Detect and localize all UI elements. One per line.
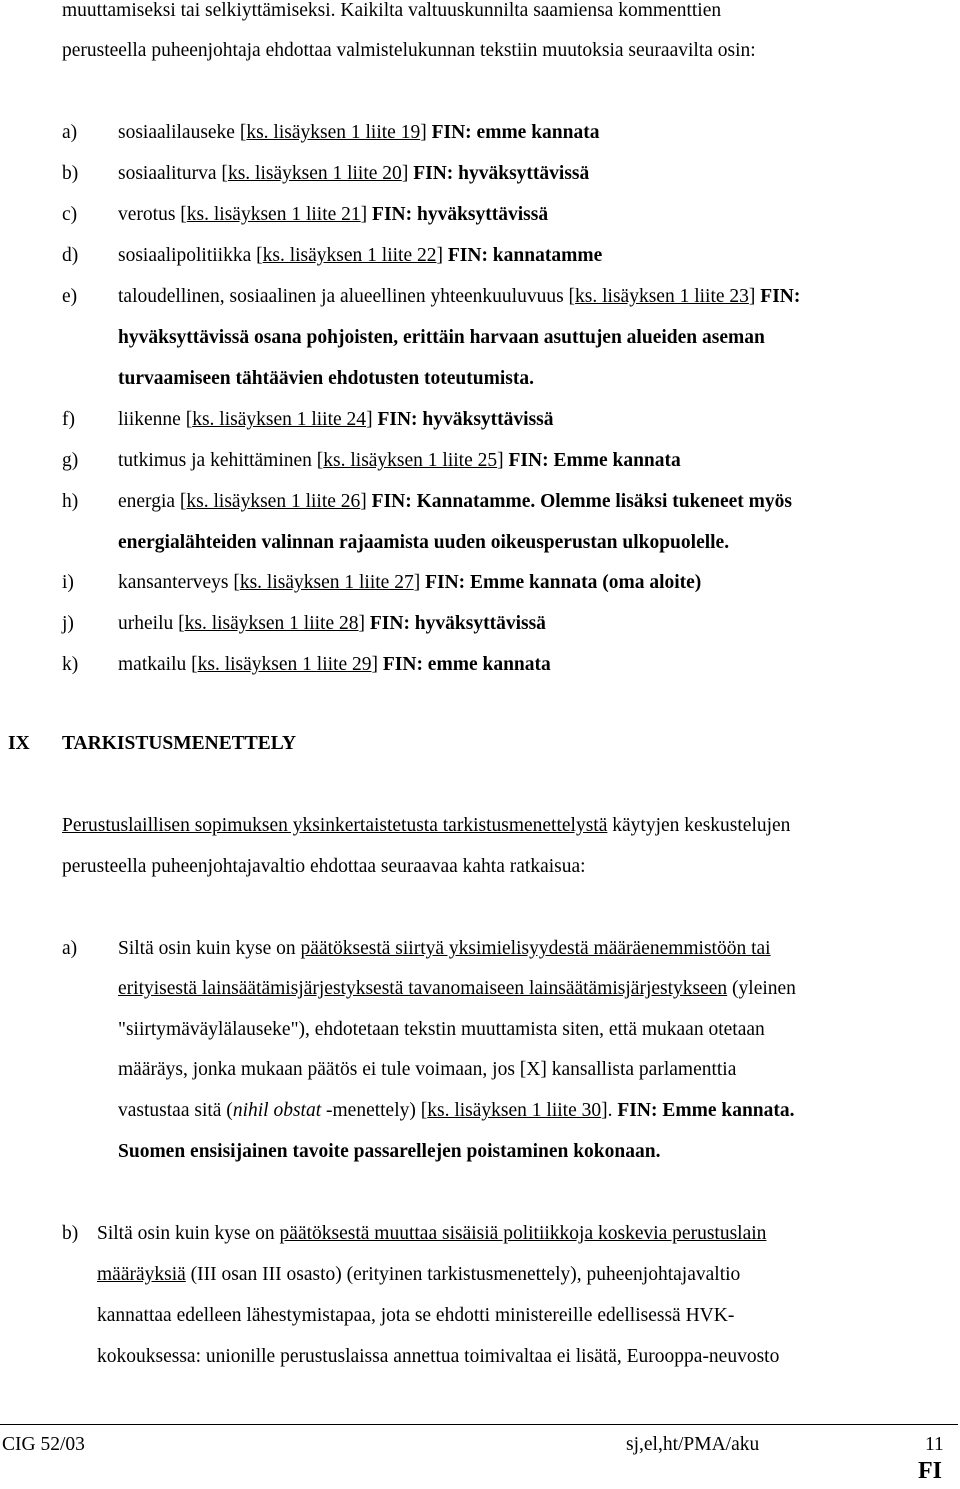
footer-doc-ref: CIG 52/03: [2, 1434, 85, 1455]
item-reference: ks. lisäyksen 1 liite 25: [323, 450, 498, 471]
option-a-line-6: Suomen ensisijainen tavoite passarellejen poistaminen kokonaan.: [118, 1141, 661, 1162]
item-fin-position: FIN: hyväksyttävissä: [377, 409, 554, 430]
item-fin-position: turvaamiseen tähtäävien ehdotusten toteutumista.: [118, 368, 534, 389]
item-reference: ks. lisäyksen 1 liite 28: [184, 613, 359, 634]
footer-language: FI: [918, 1458, 942, 1484]
item-label: e): [62, 286, 78, 307]
option-b-line-2: [97, 1264, 740, 1286]
item-bracket: ]: [401, 163, 414, 184]
item-label: g): [62, 450, 79, 471]
item-fin-position: FIN: hyväksyttävissä: [369, 613, 546, 634]
item-reference: ks. lisäyksen 1 liite 29: [197, 654, 372, 675]
option-b-underlined-2: määräyksiä: [97, 1264, 186, 1285]
item-fin-position: FIN: Kannatamme. Olemme lisäksi tukeneet myös: [371, 491, 792, 512]
item-line: [118, 572, 701, 594]
option-a-line-3: "siirtymäväylälauseke"), ehdotetaan tekstin muuttamista siten, että mukaan otetaan: [118, 1019, 765, 1040]
item-fin-position: FIN: Emme kannata: [508, 450, 681, 471]
item-topic: sosiaalilauseke [: [118, 122, 247, 143]
section-title: TARKISTUSMENETTELY: [62, 733, 297, 754]
item-line: [118, 368, 534, 390]
item-topic: urheilu [: [118, 613, 185, 634]
item-topic: tutkimus ja kehittäminen [: [118, 450, 324, 471]
option-a-italic: nihil obstat: [232, 1100, 322, 1121]
option-a-underlined: päätöksestä siirtyä yksimielisyydestä määräenemmistöön tai: [300, 938, 771, 959]
item-label: f): [62, 409, 75, 430]
option-a-reference: ks. lisäyksen 1 liite 30: [427, 1100, 602, 1121]
item-reference: ks. lisäyksen 1 liite 19: [246, 122, 421, 143]
item-fin-position: FIN: Emme kannata (oma aloite): [425, 572, 702, 593]
paragraph-line-2: perusteella puheenjohtajavaltio ehdottaa seuraavaa kahta ratkaisua:: [62, 856, 586, 877]
item-bracket: ]: [360, 204, 373, 225]
footer-initials: sj,el,ht/PMA/aku: [626, 1434, 760, 1455]
item-line: [118, 613, 546, 635]
item-fin-position: FIN: kannatamme: [447, 245, 603, 266]
item-line: [118, 654, 551, 676]
item-label: a): [62, 122, 78, 143]
paragraph-line-1: [62, 815, 790, 837]
paragraph-rest: käytyjen keskustelujen: [607, 815, 791, 836]
option-a-text-5b: -menettely) [: [321, 1100, 428, 1121]
item-reference: ks. lisäyksen 1 liite 26: [186, 491, 361, 512]
item-line: [118, 245, 602, 267]
item-bracket: ]: [436, 245, 448, 266]
item-label: c): [62, 204, 78, 225]
item-reference: ks. lisäyksen 1 liite 23: [575, 286, 749, 307]
item-line: [118, 204, 548, 226]
item-topic: verotus [: [118, 204, 187, 225]
option-a-text: Siltä osin kuin kyse on: [118, 938, 301, 959]
option-b-text-2: (III osan III osasto) (erityinen tarkistusmenettely), puheenjohtajavaltio: [185, 1264, 741, 1285]
intro-line-2: perusteella puheenjohtaja ehdottaa valmistelukunnan tekstiin muutoksia seuraavilta osin:: [62, 40, 756, 61]
item-fin-position: energialähteiden valinnan rajaamista uuden oikeusperustan ulkopuolelle.: [118, 532, 730, 553]
item-label: b): [62, 163, 79, 184]
item-line: [118, 409, 554, 431]
item-topic: taloudellinen, sosiaalinen ja alueellinen yhteenkuuluvuus [: [118, 286, 576, 307]
item-bracket: ]: [371, 654, 383, 675]
option-b-label: b): [62, 1223, 79, 1244]
item-line: [118, 122, 600, 144]
item-label: k): [62, 654, 79, 675]
option-a-line-1: [118, 938, 771, 960]
item-topic: liikenne [: [118, 409, 193, 430]
option-a-text-5a: vastustaa sitä (: [118, 1100, 233, 1121]
footer-page-number: 11: [925, 1434, 944, 1455]
option-a-text-5c: ].: [601, 1100, 618, 1121]
section-number: IX: [8, 733, 30, 754]
item-line: [118, 286, 800, 308]
item-bracket: ]: [748, 286, 761, 307]
item-bracket: ]: [420, 122, 432, 143]
item-fin-position: FIN: emme kannata: [382, 654, 551, 675]
footer-divider: [0, 1424, 958, 1425]
option-b-text: Siltä osin kuin kyse on: [97, 1223, 280, 1244]
item-line: [118, 532, 729, 554]
item-reference: ks. lisäyksen 1 liite 22: [262, 245, 437, 266]
option-b-line-3: kannattaa edelleen lähestymistapaa, jota se ehdotti ministereille edellisessä HVK-: [97, 1305, 735, 1326]
item-fin-position: FIN: hyväksyttävissä: [372, 204, 549, 225]
item-fin-position: FIN: hyväksyttävissä: [413, 163, 590, 184]
item-topic: matkailu [: [118, 654, 198, 675]
option-a-label: a): [62, 938, 78, 959]
item-label: d): [62, 245, 79, 266]
item-bracket: ]: [366, 409, 378, 430]
item-reference: ks. lisäyksen 1 liite 21: [186, 204, 361, 225]
item-reference: ks. lisäyksen 1 liite 24: [192, 409, 367, 430]
option-a-line-2: [118, 978, 796, 1000]
item-reference: ks. lisäyksen 1 liite 27: [239, 572, 414, 593]
item-bracket: ]: [413, 572, 426, 593]
option-a-line-5: [118, 1100, 795, 1122]
option-a-fin-position: FIN: Emme kannata.: [617, 1100, 795, 1121]
paragraph-underlined-phrase: Perustuslaillisen sopimuksen yksinkertaistetusta tarkistusmenettelystä: [62, 815, 608, 836]
option-a-text-2: (yleinen: [727, 978, 796, 999]
option-a-underlined-2: erityisestä lainsäätämisjärjestyksestä tavanomaiseen lainsäätämisjärjestykseen: [118, 978, 728, 999]
item-bracket: ]: [497, 450, 509, 471]
item-fin-position: FIN: emme kannata: [431, 122, 600, 143]
item-topic: energia [: [118, 491, 187, 512]
option-a-line-4: määräys, jonka mukaan päätös ei tule voimaan, jos [X] kansallista parlamenttia: [118, 1059, 737, 1080]
item-line: [118, 327, 765, 349]
item-topic: sosiaaliturva [: [118, 163, 228, 184]
item-label: h): [62, 491, 79, 512]
item-fin-position: FIN:: [760, 286, 801, 307]
item-line: [118, 450, 681, 472]
item-line: [118, 163, 589, 185]
option-b-line-4: kokouksessa: unionille perustuslaissa annettua toimivaltaa ei lisätä, Eurooppa-neuvosto: [97, 1346, 780, 1367]
item-label: i): [62, 572, 74, 593]
item-bracket: ]: [360, 491, 372, 512]
intro-line-1: muuttamiseksi tai selkiyttämiseksi. Kaikilta valtuuskunnilta saamiensa kommenttien: [62, 0, 722, 21]
item-fin-position: hyväksyttävissä osana pohjoisten, erittäin harvaan asuttujen alueiden aseman: [118, 327, 765, 348]
item-topic: kansanterveys [: [118, 572, 240, 593]
item-bracket: ]: [358, 613, 370, 634]
item-reference: ks. lisäyksen 1 liite 20: [227, 163, 402, 184]
item-line: [118, 491, 792, 513]
item-label: j): [62, 613, 74, 634]
option-b-line-1: [97, 1223, 766, 1245]
option-b-underlined: päätöksestä muuttaa sisäisiä politiikkoja koskevia perustuslain: [279, 1223, 767, 1244]
item-topic: sosiaalipolitiikka [: [118, 245, 263, 266]
